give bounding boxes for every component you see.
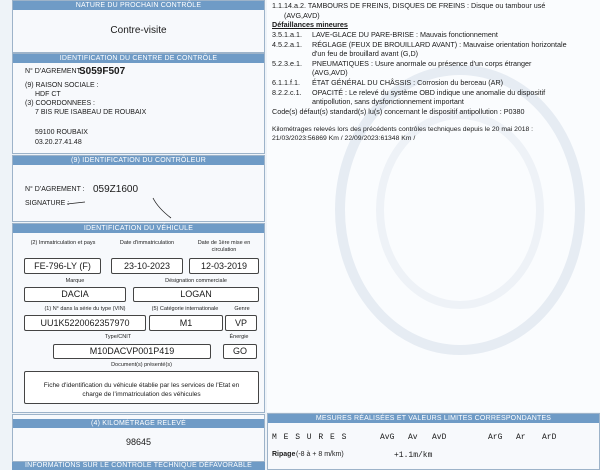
ripage-range: (-8 à + 8 m/km) (296, 451, 344, 458)
col-avg: AvG (380, 433, 395, 442)
col-av: Av (408, 433, 418, 442)
ripage-label: Ripage (272, 451, 296, 458)
categorie-label: (5) Catégorie internationale (151, 306, 219, 312)
immat-date-label: Date d'immatriculation (119, 240, 175, 246)
defaut-text-1: LAVE-GLACE DU PARE-BRISE : Mauvais fonctionnement (312, 30, 498, 39)
energie-label: Énergie (229, 334, 249, 340)
km-history-line1: Kilométrages relevés lors des précédents contrôles techniques depuis le 20 mai 2018 : (272, 126, 534, 133)
energie-value: GO (223, 344, 257, 359)
mesures-header: MESURES RÉALISÉES ET VALEURS LIMITES CORRESPONDANTES (268, 414, 599, 423)
documents-label: Document(s) présenté(s) (111, 362, 172, 368)
col-ard: ArD (542, 433, 557, 442)
code-defaut-line: Code(s) défaut(s) standard(s) lu(s) concernant le dispositif antipollution : P0380 (272, 107, 525, 116)
genre-value: VP (225, 315, 257, 331)
defaut-text-2: RÉGLAGE (FEUX DE BROUILLARD AVANT) : Mauvaise orientation horizontale (312, 40, 567, 49)
defaut-code-1: 3.5.1.a.1. (272, 30, 302, 39)
nature-panel (12, 0, 265, 53)
controleur-agrement-label: N° D'AGREMENT : (25, 186, 85, 193)
kilometrage-panel (12, 414, 265, 462)
raison-value: HDF CT (35, 91, 61, 98)
col-ar: Ar (516, 433, 526, 442)
designation-label: Désignation commerciale (165, 278, 227, 284)
informations-header: INFORMATIONS SUR LE CONTRÔLE TECHNIQUE DÉFAVORABLE (12, 462, 265, 470)
defaut-majeur-cont: (AVG,AVD) (284, 11, 320, 20)
signature-label: SIGNATURE : (25, 200, 70, 207)
genre-label: Genre (234, 306, 250, 312)
designation-value: LOGAN (133, 287, 259, 302)
immat-value: FE-796-LY (F) (24, 258, 101, 274)
centre-agrement-value: S059F507 (79, 66, 126, 77)
col-arg: ArG (488, 433, 503, 442)
raison-label: (9) RAISON SOCIALE : (25, 82, 99, 89)
defaut-code-5: 8.2.2.c.1. (272, 88, 302, 97)
col-avd: AvD (432, 433, 447, 442)
defaut-text-2b: d'un feu de brouillard avant (G,D) (312, 49, 419, 58)
defaut-text-3: PNEUMATIQUES : Usure anormale ou présence d'un corps étranger (312, 59, 532, 68)
kilometrage-value: 98645 (125, 437, 152, 447)
controleur-agrement-value: 059Z1600 (93, 184, 139, 195)
centre-address2: 59100 ROUBAIX (35, 129, 88, 136)
ripage-value: +1.1m/km (394, 451, 433, 460)
mesures-panel (267, 413, 600, 470)
document-text: Fiche d'identification du véhicule établie par les services de l'Etat en charge de l'immatriculation des véhicules (24, 371, 259, 404)
mineures-title: Défaillances mineures (272, 20, 348, 29)
defaut-text-4: ÉTAT GÉNÉRAL DU CHÂSSIS : Corrosion du berceau (AR) (312, 78, 504, 87)
immat-label: (2) Immatriculation et pays (30, 240, 96, 246)
type-value: M10DACVP001P419 (53, 344, 211, 359)
vin-value: UU1K5220062357970 (24, 315, 146, 331)
centre-address1: 7 BIS RUE ISABEAU DE ROUBAIX (35, 109, 147, 116)
first-circ-label: Date de 1ère mise en circulation (197, 240, 251, 253)
defaut-code-3: 5.2.3.e.1. (272, 59, 302, 68)
centre-header: IDENTIFICATION DU CENTRE DE CONTRÔLE (13, 54, 264, 63)
vin-label: (1) N° dans la série du type (VIN) (44, 306, 126, 312)
kilometrage-header: (4) KILOMÉTRAGE RELEVÉ (13, 419, 264, 428)
controleur-panel (12, 155, 265, 222)
type-label: Type/CNIT (104, 334, 132, 340)
vehicule-panel (12, 223, 265, 413)
nature-header: NATURE DU PROCHAIN CONTRÔLE (13, 1, 264, 10)
km-history-line2: 21/03/2023:56869 Km / 22/09/2023:61348 Km / (272, 135, 416, 142)
marque-value: DACIA (24, 287, 126, 302)
defaut-majeur-line: 1.1.14.a.2. TAMBOURS DE FREINS, DISQUES DE FREINS : Disque ou tambour usé (272, 1, 546, 10)
mesures-title: M E S U R E S (272, 433, 348, 442)
vehicule-header: IDENTIFICATION DU VÉHICULE (13, 224, 264, 233)
nature-value: Contre-visite (110, 25, 167, 36)
coord-label: (3) COORDONNEES : (25, 100, 96, 107)
categorie-value: M1 (149, 315, 223, 331)
controleur-header: (9) IDENTIFICATION DU CONTRÔLEUR (13, 156, 264, 165)
defaut-text-5: OPACITÉ : Le relevé du système OBD indique une anomalie du dispositif (312, 88, 546, 97)
defaut-code-4: 6.1.1.f.1. (272, 78, 300, 87)
defaut-text-5b: antipollution, sans dysfonctionnement important (312, 97, 464, 106)
defaut-code-2: 4.5.2.a.1. (272, 40, 302, 49)
centre-agrement-label: N° D'AGREMENT : (25, 68, 85, 75)
first-circ-value: 12-03-2019 (189, 258, 259, 274)
immat-date-value: 23-10-2023 (111, 258, 183, 274)
centre-phone: 03.20.27.41.48 (35, 139, 82, 146)
marque-label: Marque (65, 278, 85, 284)
signature-scribble (63, 194, 183, 222)
defaut-text-3b: (AVG,AVD) (312, 68, 348, 77)
centre-panel (12, 53, 265, 154)
